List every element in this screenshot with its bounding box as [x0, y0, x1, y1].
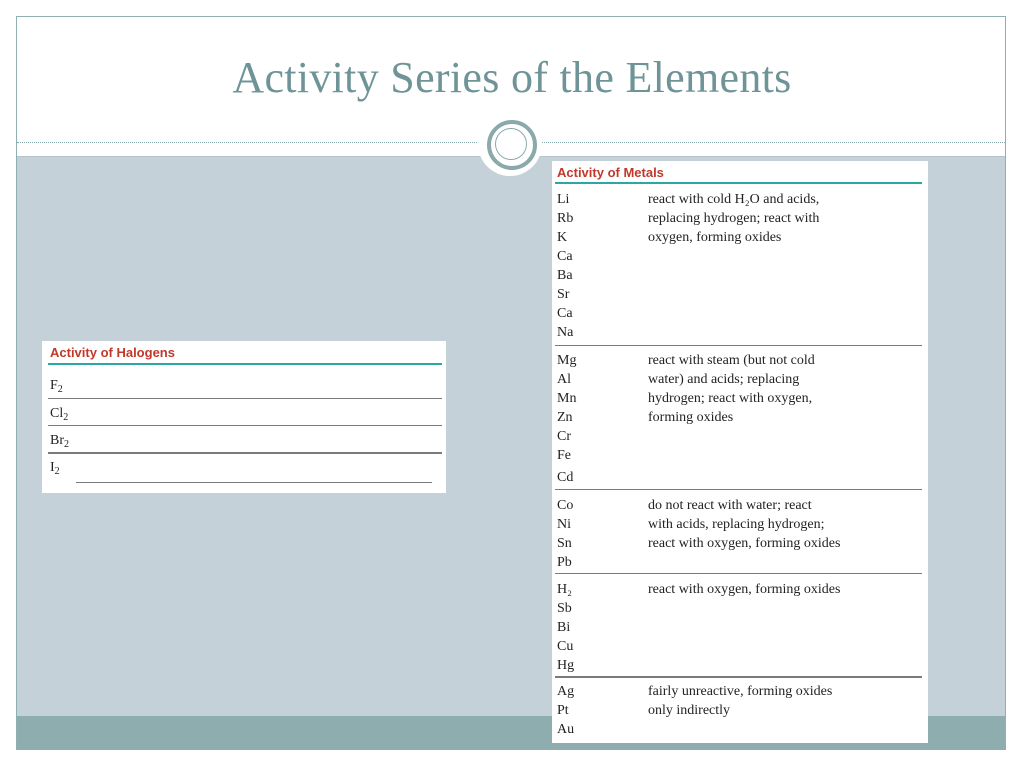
metal-description: do not react with water; react [648, 498, 812, 513]
metal-element: Ni [557, 517, 571, 532]
metal-description: react with oxygen, forming oxides [648, 536, 841, 551]
halogen-item: $F_2$ [50, 378, 63, 395]
metal-element: Ag [557, 684, 575, 699]
metal-element: Ba [557, 268, 573, 283]
metal-element: Pb [557, 555, 572, 570]
group-divider [555, 345, 922, 346]
halogens-panel [42, 341, 446, 493]
metal-element: Ca [557, 306, 573, 321]
slide-title: Activity Series of the Elements [232, 53, 792, 102]
halogens-heading: Activity of Halogens [50, 345, 175, 360]
metal-description: fairly unreactive, forming oxides [648, 684, 833, 699]
metal-element: Cr [557, 429, 571, 444]
metal-element: Bi [557, 620, 571, 635]
metal-element: Sn [557, 536, 572, 551]
metal-element: Al [557, 372, 571, 387]
group-divider [555, 489, 922, 490]
metal-element: Pt [557, 703, 569, 718]
divider-inner-ring-icon [495, 128, 527, 160]
metal-description: replacing hydrogen; react with [648, 211, 820, 226]
metal-element: Hg [557, 658, 575, 673]
group-divider [555, 676, 922, 678]
metal-description: with acids, replacing hydrogen; [648, 517, 825, 532]
halogens-heading-rule [48, 363, 442, 365]
metal-element: Fe [557, 448, 571, 463]
halogen-item: $I_2$ [50, 460, 60, 477]
metal-description: only indirectly [648, 703, 731, 718]
metal-description: oxygen, forming oxides [648, 230, 782, 245]
metal-description: react with oxygen, forming oxides [648, 582, 841, 597]
metal-element: Sb [557, 601, 572, 616]
row-divider [48, 425, 442, 426]
metals-heading-rule [555, 182, 922, 184]
row-divider [76, 482, 432, 483]
metal-element: Li [557, 192, 570, 207]
metal-element: Ca [557, 249, 573, 264]
group-divider [555, 573, 922, 574]
halogen-item: $Br_2$ [50, 433, 69, 450]
halogen-item: $Cl_2$ [50, 406, 69, 423]
row-divider [48, 398, 442, 399]
metal-element: Rb [557, 211, 574, 226]
metal-description: react with steam (but not cold [648, 353, 815, 368]
metal-element: H₂ [557, 582, 572, 597]
row-divider [48, 452, 442, 454]
metal-description: water) and acids; replacing [648, 372, 800, 387]
metal-description: react with cold H₂O and acids, [648, 192, 820, 207]
metal-element: Au [557, 722, 575, 737]
metal-element: Co [557, 498, 574, 513]
metal-element: Cu [557, 639, 574, 654]
metal-element: Na [557, 325, 574, 340]
metal-element: Mg [557, 353, 577, 368]
metal-element: Zn [557, 410, 573, 425]
metal-element: Sr [557, 287, 570, 302]
metal-element: K [557, 230, 568, 245]
metal-description: forming oxides [648, 410, 734, 425]
metal-element: Cd [557, 470, 574, 485]
metals-panel [552, 161, 928, 743]
metal-description: hydrogen; react with oxygen, [648, 391, 813, 406]
metal-element: Mn [557, 391, 577, 406]
metals-heading: Activity of Metals [557, 165, 664, 180]
